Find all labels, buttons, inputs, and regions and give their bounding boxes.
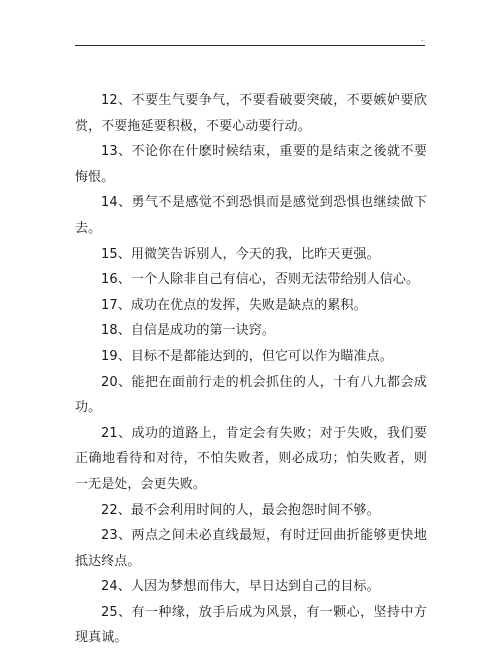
quote-paragraph-21: 21、成功的道路上，肯定会有失败；对于失败，我们要正确地看待和对待，不怕失败者，则必成功；怕失败者，则一无是处，会更失败。 [75, 425, 427, 492]
quote-paragraph-16: 16、一个人除非自己有信心，否则无法带给别人信心。 [101, 272, 420, 288]
header-mark: . [421, 34, 424, 43]
quote-paragraph-13: 13、不论你在什麽时候结束，重要的是结束之後就不要悔恨。 [75, 144, 427, 185]
quote-paragraph-24: 24、人因为梦想而伟大，早日达到自己的目标。 [101, 579, 380, 595]
quote-paragraph-12: 12、不要生气要争气，不要看破要突破，不要嫉妒要欣赏，不要拖延要积极，不要心动要行动。 [75, 93, 427, 134]
quote-paragraph-18: 18、自信是成功的第一诀窍。 [101, 323, 275, 339]
quote-paragraph-14: 14、勇气不是感觉不到恐惧而是感觉到恐惧也继续做下去。 [75, 195, 427, 236]
quote-paragraph-19: 19、目标不是都能达到的，但它可以作为瞄准点。 [101, 348, 393, 364]
quote-paragraph-20: 20、能把在面前行走的机会抓住的人，十有八九都会成功。 [75, 374, 427, 416]
quote-paragraph-17: 17、成功在优点的发挥，失败是缺点的累积。 [101, 297, 367, 313]
quote-paragraph-25: 25、有一种缘，放手后成为风景，有一颗心，坚持中方现真诚。 [75, 604, 427, 646]
quote-paragraph-23: 23、两点之间未必直线最短，有时迂回曲折能够更快地抵达终点。 [75, 528, 427, 569]
quote-paragraph-22: 22、最不会利用时间的人，最会抱怨时间不够。 [101, 502, 380, 518]
quote-paragraph-15: 15、用微笑告诉别人，今天的我，比昨天更强。 [101, 246, 380, 262]
header-divider [75, 45, 425, 46]
document-body [75, 88, 427, 651]
